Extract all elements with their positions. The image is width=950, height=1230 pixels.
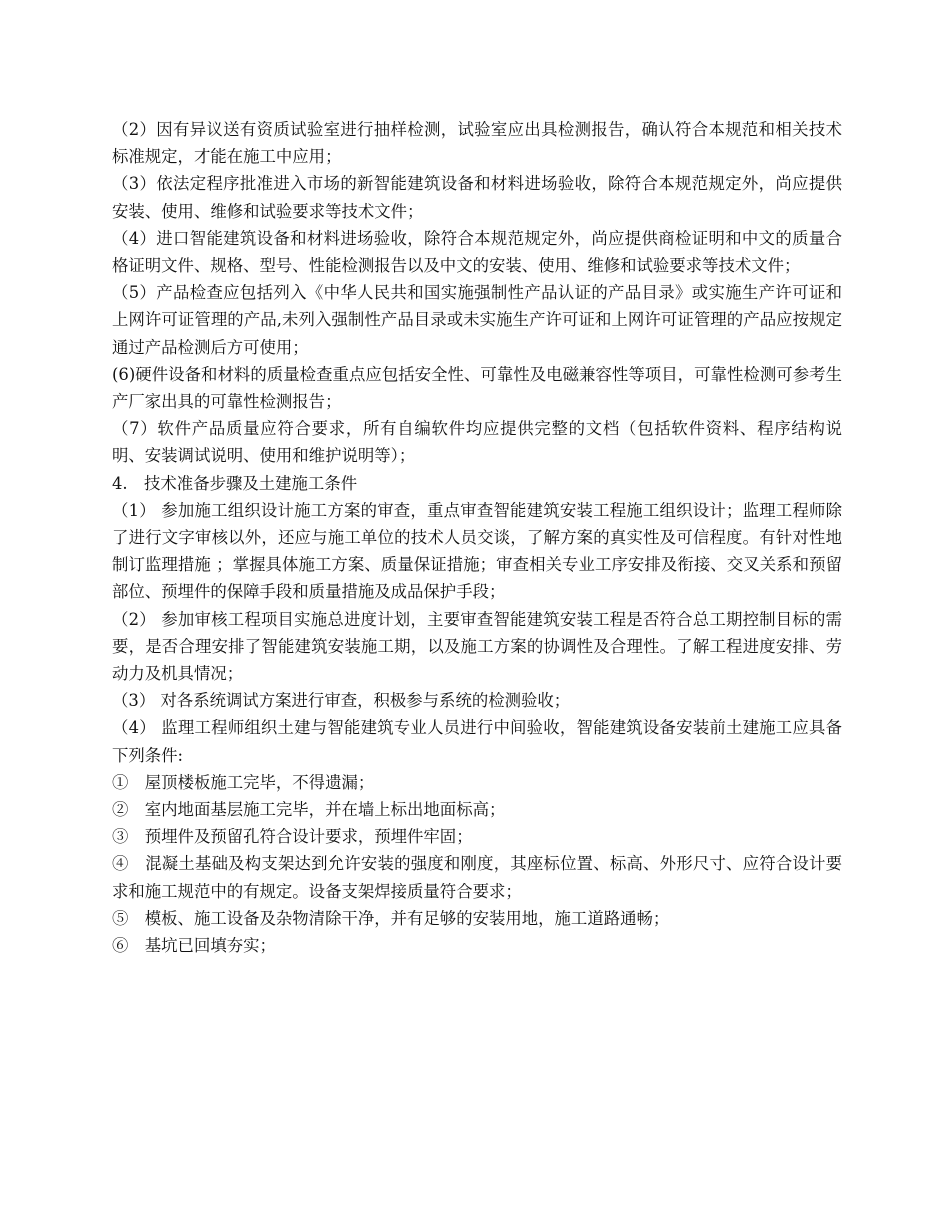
paragraph-item-6: (6)硬件设备和材料的质量检查重点应包括安全性、可靠性及电磁兼容性等项目，可靠性检测可参考生产厂家出具的可靠性检测报告； — [112, 364, 842, 412]
paragraph-item-2: （2）因有异议送有资质试验室进行抽样检测，试验室应出具检测报告，确认符合本规范和相关技术标准规定，才能在施工中应用； — [112, 120, 842, 167]
section-heading-4: 4. 技术准备步骤及土建施工条件 — [112, 473, 358, 493]
condition-item-6: ⑥ 基坑已回填夯实； — [112, 936, 276, 956]
paragraph-item-3: （3）依法定程序批准进入市场的新智能建筑设备和材料进场验收，除符合本规范规定外，尚应提供安装、使用、维修和试验要求等技术文件； — [112, 174, 842, 221]
condition-item-1: ① 屋顶楼板施工完毕，不得遗漏； — [112, 772, 375, 792]
paragraph-item-7: （7）软件产品质量应符合要求，所有自编软件均应提供完整的文档（包括软件资料、程序结构说明、安装调试说明、使用和维护说明等）； — [112, 419, 842, 466]
paragraph-step-2: （2） 参加审核工程项目实施总进度计划，主要审查智能建筑安装工程是否符合总工期控制目标的需要，是否合理安排了智能建筑安装施工期，以及施工方案的协调性及合理性。了解工程进度安排、劳动力及机具情况； — [112, 609, 842, 684]
condition-item-4: ④ 混凝土基础及构支架达到允许安装的强度和刚度，其座标位置、标高、外形尺寸、应符合设计要求和施工规范中的有规定。设备支架焊接质量符合要求； — [112, 854, 842, 901]
paragraph-step-1: （1） 参加施工组织设计施工方案的审查，重点审查智能建筑安装工程施工组织设计；监理工程师除了进行文字审核以外，还应与施工单位的技术人员交谈，了解方案的真实性及可信程度。有针对性地制订监理措施 ；掌握具体施工方案、质量保证措施；审查相关专业工序安排及衔接、交叉关系和预留部位、预埋件的保障手段和质量措施及成品保护手段； — [112, 500, 842, 602]
condition-item-5: ⑤ 模板、施工设备及杂物清除干净，并有足够的安装用地，施工道路通畅； — [112, 908, 670, 928]
paragraph-step-3: （3） 对各系统调试方案进行审查，积极参与系统的检测验收； — [112, 691, 571, 711]
condition-item-2: ② 室内地面基层施工完毕，并在墙上标出地面标高； — [112, 800, 506, 820]
paragraph-step-4: （4） 监理工程师组织土建与智能建筑专业人员进行中间验收，智能建筑设备安装前土建施工应具备下列条件: — [112, 718, 842, 765]
paragraph-item-4: （4）进口智能建筑设备和材料进场验收，除符合本规范规定外，尚应提供商检证明和中文的质量合格证明文件、规格、型号、性能检测报告以及中文的安装、使用、维修和试验要求等技术文件； — [112, 228, 842, 276]
paragraph-item-5: （5）产品检查应包括列入《中华人民共和国实施强制性产品认证的产品目录》或实施生产许可证和上网许可证管理的产品,未列入强制性产品目录或未实施生产许可证和上网许可证管理的产品应按规定通过产品检测后方可使用； — [112, 283, 842, 357]
document-body — [112, 116, 842, 959]
condition-item-3: ③ 预埋件及预留孔符合设计要求，预埋件牢固； — [112, 827, 473, 847]
